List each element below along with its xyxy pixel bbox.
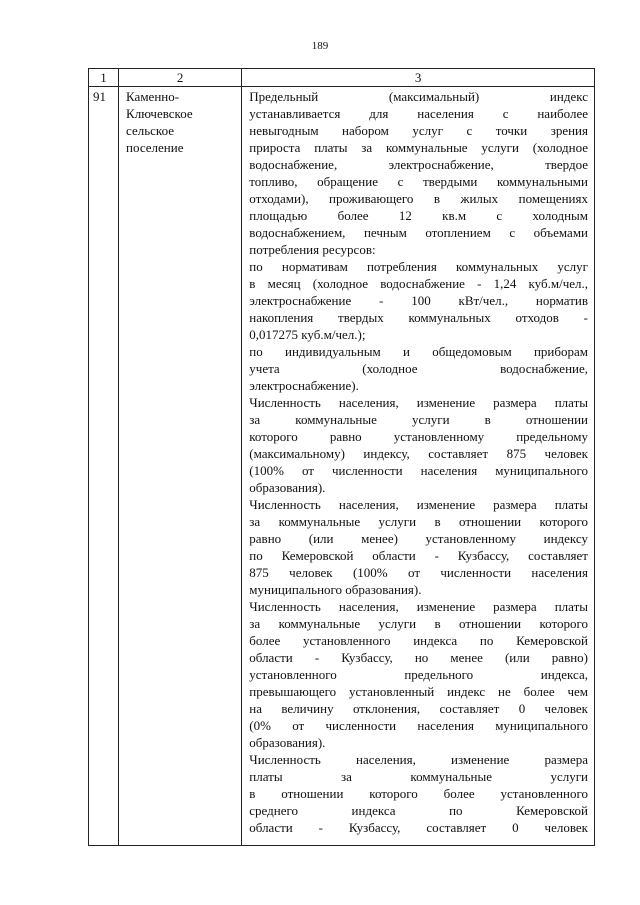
settlement-name-line: Ключевское xyxy=(126,106,193,121)
description-line: топливо, обращение с твердыми коммунальными xyxy=(249,174,588,189)
description-line: (максимальному) индексу, составляет 875 человек xyxy=(249,446,588,461)
description-line: по индивидуальным и общедомовым приборам xyxy=(249,344,588,359)
description-line: образования). xyxy=(249,480,326,495)
description-line: более установленного индекса по Кемеровской xyxy=(249,633,588,648)
description-line: платы за коммунальные услуги xyxy=(249,769,588,784)
description-line: равно (или менее) установленному индексу xyxy=(249,531,588,546)
municipal-index-table xyxy=(88,68,595,846)
settlement-name-line: поселение xyxy=(126,140,184,155)
description-line: Предельный (максимальный) индекс xyxy=(249,89,588,104)
description-line: 0,017275 куб.м/чел.); xyxy=(249,327,366,342)
description-line: муниципального образования). xyxy=(249,582,422,597)
description-line: Численность населения, изменение размера платы xyxy=(249,395,588,410)
description-line: накопления твердых коммунальных отходов - xyxy=(249,310,588,325)
description-line: учета (холодное водоснабжение, xyxy=(249,361,588,376)
description-line: области - Кузбассу, составляет 0 человек xyxy=(249,820,588,835)
description-line: превышающего установленный индекс не более чем xyxy=(249,684,588,699)
row-number: 91 xyxy=(89,87,119,846)
column-header-3: 3 xyxy=(242,69,595,87)
description-line: области - Кузбассу, но менее (или равно) xyxy=(249,650,588,665)
column-header-2: 2 xyxy=(119,69,242,87)
description-line: 875 человек (100% от численности населения xyxy=(249,565,588,580)
description-line: водоснабжение, электроснабжение, твердое xyxy=(249,157,588,172)
settlement-name-line: сельское xyxy=(126,123,175,138)
description-line: электроснабжение - 100 кВт/чел., норматив xyxy=(249,293,588,308)
description-line: потребления ресурсов: xyxy=(249,242,376,257)
page-number: 189 xyxy=(311,40,329,52)
table-row xyxy=(89,87,595,846)
description-line: площадью более 12 кв.м с холодным xyxy=(249,208,588,223)
description-line: в отношении которого более установленного xyxy=(249,786,588,801)
description-line: прироста платы за коммунальные услуги (холодное xyxy=(249,140,588,155)
description-line: Численность населения, изменение размера платы xyxy=(249,497,588,512)
description-line: устанавливается для населения с наиболее xyxy=(249,106,588,121)
description-line: среднего индекса по Кемеровской xyxy=(249,803,588,818)
description-line: за коммунальные услуги в отношении которого xyxy=(249,616,588,631)
description-line: по Кемеровской области - Кузбассу, составляет xyxy=(249,548,588,563)
description-line: (100% от численности населения муниципального xyxy=(249,463,588,478)
description-line: которого равно установленному предельному xyxy=(249,429,588,444)
description-line: за коммунальные услуги в отношении которого xyxy=(249,514,588,529)
description-line: невыгодным набором услуг с точки зрения xyxy=(249,123,588,138)
description-line: за коммунальные услуги в отношении xyxy=(249,412,588,427)
column-header-1: 1 xyxy=(89,69,119,87)
description-line: установленного предельного индекса, xyxy=(249,667,588,682)
description-line: на величину отклонения, составляет 0 человек xyxy=(249,701,588,716)
description-line: Численность населения, изменение размера платы xyxy=(249,599,588,614)
settlement-name xyxy=(119,87,242,846)
description-line: образования). xyxy=(249,735,326,750)
description-line: электроснабжение). xyxy=(249,378,359,393)
description-line: по нормативам потребления коммунальных услуг xyxy=(249,259,588,274)
description-line: отходами), проживающего в жилых помещениях xyxy=(249,191,588,206)
table-header-row xyxy=(89,69,595,87)
index-description xyxy=(242,87,595,846)
description-line: водоснабжением, печным отоплением с объемами xyxy=(249,225,588,240)
description-line: Численность населения, изменение размера xyxy=(249,752,588,767)
description-line: (0% от численности населения муниципального xyxy=(249,718,588,733)
description-line: в месяц (холодное водоснабжение - 1,24 куб.м/чел., xyxy=(249,276,588,291)
settlement-name-line: Каменно- xyxy=(126,89,180,104)
